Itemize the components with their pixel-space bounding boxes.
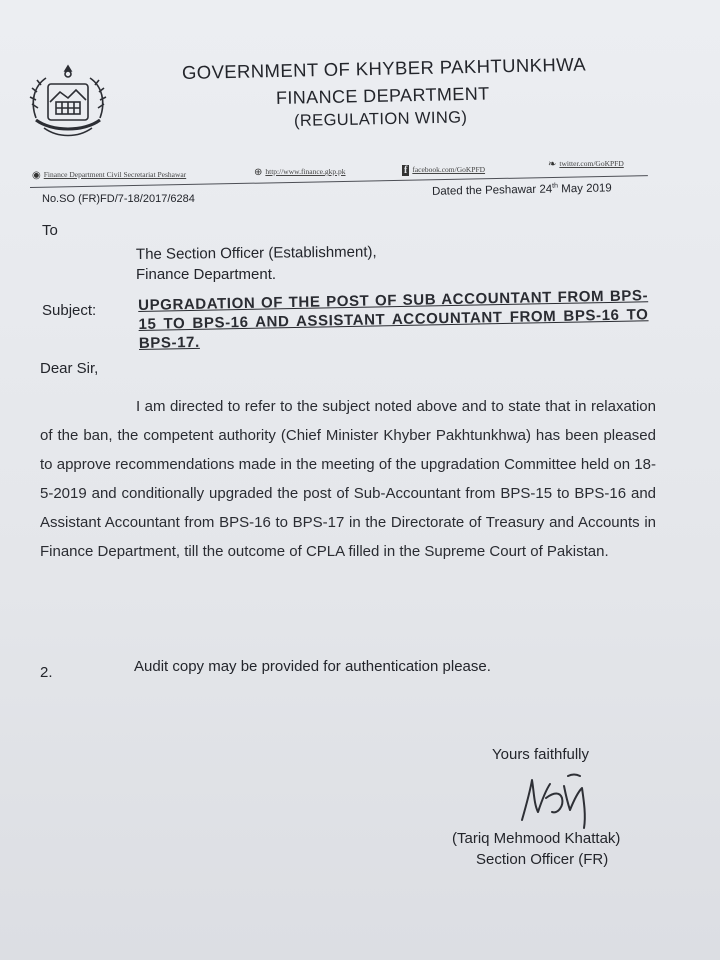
signer-name: (Tariq Mehmood Khattak)	[452, 830, 621, 847]
signer-designation: Section Officer (FR)	[476, 851, 609, 868]
twitter-link[interactable]: twitter.com/GoKPFD	[559, 159, 624, 168]
subject-label: Subject:	[42, 302, 97, 319]
salutation: Dear Sir,	[40, 360, 99, 377]
letter-date: Dated the Peshawar 24th May 2019	[431, 182, 612, 198]
body-paragraph-1: I am directed to refer to the subject noted above and to state that in relaxation of the ban, the competent authority (Chief Minister Khyber Pakhtunkhwa) has been pleased to approve recommendations made in the meeting of the upgradation Committee held on 18-5-2019 and conditionally upgraded the post of Sub-Accountant from BPS-15 to BPS-16 and Assistant Accountant from BPS-16 to BPS-17 in the Directorate of Treasury and Accounts in Finance Department, till the outcome of CPLA filled in the Supreme Court of Pakistan.	[40, 398, 656, 560]
facebook-icon: f	[404, 165, 408, 176]
website-contact[interactable]	[254, 167, 346, 178]
khyber-pakhtunkhwa-emblem-icon	[22, 58, 114, 150]
facebook-link[interactable]: facebook.com/GoKPFD	[412, 165, 486, 174]
addressee-line-1: The Section Officer (Establishment),	[135, 243, 377, 263]
website-link[interactable]: http://www.finance.gkp.pk	[265, 167, 346, 176]
paragraph-2-text: Audit copy may be provided for authentication please.	[134, 658, 491, 675]
addressee-line-2: Finance Department.	[136, 266, 277, 283]
subject-text: UPGRADATION OF THE POST OF SUB ACCOUNTANT FROM BPS-15 TO BPS-16 AND ASSISTANT ACCOUNTANT FROM BPS-16 TO BPS-17.	[138, 287, 649, 352]
closing-yours-faithfully: Yours faithfully	[492, 746, 590, 763]
paragraph-2-number: 2.	[40, 664, 53, 681]
government-title: GOVERNMENT OF KHYBER PAKHTUNKHWA	[181, 53, 587, 83]
department-title: FINANCE DEPARTMENT	[275, 83, 490, 108]
globe-icon: ⊕	[254, 167, 263, 178]
address-contact	[32, 170, 186, 181]
address-text: Finance Department Civil Secretariat Peshawar	[43, 170, 187, 179]
twitter-contact[interactable]	[548, 159, 624, 170]
twitter-icon: ❧	[548, 159, 557, 170]
location-pin-icon: ◉	[32, 170, 41, 181]
wing-title: (REGULATION WING)	[293, 108, 468, 130]
to-label: To	[42, 222, 58, 239]
facebook-contact[interactable]	[402, 165, 485, 176]
reference-number: No.SO (FR)FD/7-18/2017/6284	[42, 193, 195, 205]
handwritten-signature	[512, 762, 602, 834]
